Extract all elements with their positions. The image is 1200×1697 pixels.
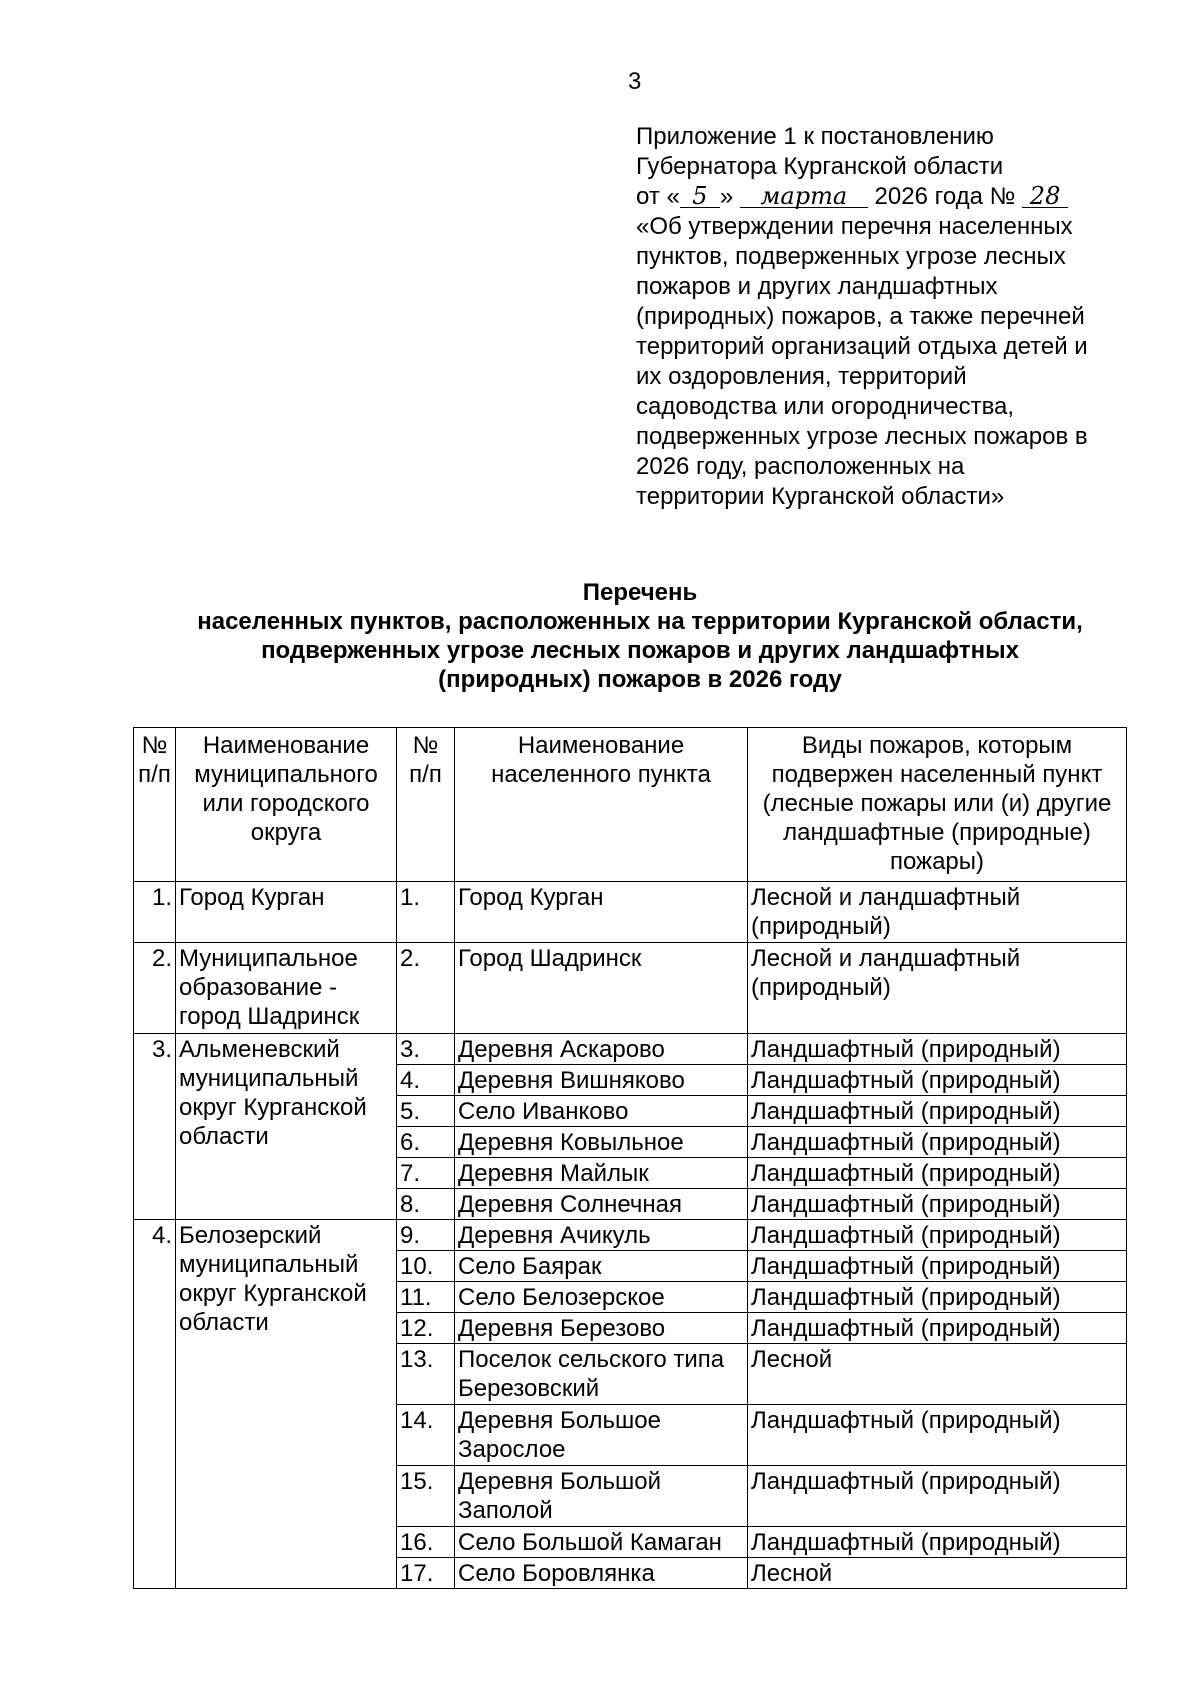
table-row — [134, 1034, 1127, 1065]
settlement-name: Деревня Ачикуль — [455, 1220, 748, 1251]
settlement-name: Деревня Большой Заполой — [455, 1466, 748, 1527]
appendix-line: Губернатора Курганской области — [636, 153, 1004, 180]
settlement-name: Село Боровлянка — [455, 1558, 748, 1589]
row-num: 7. — [397, 1158, 455, 1189]
fire-type: Лесной и ландшафтный (природный) — [748, 943, 1127, 1034]
settlement-name: Город Шадринск — [455, 943, 748, 1034]
settlement-name: Деревня Большое Зарослое — [455, 1405, 748, 1466]
appendix-line: пунктов, подверженных угрозе лесных — [636, 243, 1066, 270]
fire-type: Ландшафтный (природный) — [748, 1065, 1127, 1096]
title-line: подверженных угрозе лесных пожаров и других ландшафтных — [261, 637, 1019, 664]
row-num: 1. — [397, 882, 455, 943]
row-num: 17. — [397, 1558, 455, 1589]
settlement-name: Деревня Березово — [455, 1313, 748, 1344]
title-line: населенных пунктов, расположенных на территории Курганской области, — [197, 608, 1083, 635]
page-number: 3 — [628, 68, 642, 95]
appendix-line: их оздоровления, территорий — [636, 363, 967, 390]
fire-type: Ландшафтный (природный) — [748, 1127, 1127, 1158]
group-num: 3. — [134, 1034, 176, 1220]
row-num: 9. — [397, 1220, 455, 1251]
settlement-name: Поселок сельского типа Березовский — [455, 1344, 748, 1405]
document-title — [120, 578, 1160, 694]
fire-type: Ландшафтный (природный) — [748, 1158, 1127, 1189]
row-num: 15. — [397, 1466, 455, 1527]
title-line: (природных) пожаров в 2026 году — [438, 666, 842, 693]
fire-type: Лесной и ландшафтный (природный) — [748, 882, 1127, 943]
row-num: 16. — [397, 1527, 455, 1558]
group-num: 1. — [134, 882, 176, 943]
settlement-name: Деревня Ковыльное — [455, 1127, 748, 1158]
group-name: Муниципальное образование - город Шадринск — [176, 943, 397, 1034]
fire-type: Ландшафтный (природный) — [748, 1527, 1127, 1558]
settlement-name: Село Баярак — [455, 1251, 748, 1282]
header-num2: № п/п — [397, 728, 455, 882]
fire-type: Ландшафтный (природный) — [748, 1313, 1127, 1344]
group-num: 2. — [134, 943, 176, 1034]
settlement-name: Деревня Аскарово — [455, 1034, 748, 1065]
appendix-header — [636, 122, 1156, 512]
appendix-line: территорий организаций отдыха детей и — [636, 333, 1088, 360]
handwritten-day: 5 — [680, 185, 720, 208]
fire-type: Ландшафтный (природный) — [748, 1220, 1127, 1251]
handwritten-number: 28 — [1022, 185, 1068, 208]
fire-type: Ландшафтный (природный) — [748, 1251, 1127, 1282]
header-fire-type: Виды пожаров, которым подвержен населенный пункт (лесные пожары или (и) другие ландшафтные (природные) пожары) — [748, 728, 1127, 882]
date-year: 2026 года № — [874, 183, 1016, 210]
group-name: Белозерский муниципальный округ Курганской области — [176, 1220, 397, 1589]
fire-type: Ландшафтный (природный) — [748, 1405, 1127, 1466]
group-name: Альменевский муниципальный округ Курганской области — [176, 1034, 397, 1220]
row-num: 3. — [397, 1034, 455, 1065]
group-name: Город Курган — [176, 882, 397, 943]
row-num: 4. — [397, 1065, 455, 1096]
appendix-line: подверженных угрозе лесных пожаров в — [636, 423, 1088, 450]
fire-type: Ландшафтный (природный) — [748, 1034, 1127, 1065]
table-row — [134, 882, 1127, 943]
row-num: 2. — [397, 943, 455, 1034]
settlement-name: Город Курган — [455, 882, 748, 943]
settlement-name: Деревня Вишняково — [455, 1065, 748, 1096]
row-num: 11. — [397, 1282, 455, 1313]
row-num: 8. — [397, 1189, 455, 1220]
appendix-line: пожаров и других ландшафтных — [636, 273, 998, 300]
settlement-name: Село Белозерское — [455, 1282, 748, 1313]
settlement-name: Деревня Солнечная — [455, 1189, 748, 1220]
appendix-line: Приложение 1 к постановлению — [636, 123, 994, 150]
group-num: 4. — [134, 1220, 176, 1589]
header-municipality: Наименование муниципального или городского округа — [176, 728, 397, 882]
appendix-line: (природных) пожаров, а также перечней — [636, 303, 1085, 330]
date-prefix: от « — [636, 183, 680, 210]
row-num: 12. — [397, 1313, 455, 1344]
fire-type: Лесной — [748, 1344, 1127, 1405]
row-num: 10. — [397, 1251, 455, 1282]
appendix-line: 2026 году, расположенных на — [636, 453, 965, 480]
row-num: 5. — [397, 1096, 455, 1127]
row-num: 13. — [397, 1344, 455, 1405]
date-mid: » — [719, 183, 734, 210]
settlement-name: Село Иванково — [455, 1096, 748, 1127]
appendix-line: территории Курганской области» — [636, 483, 1005, 510]
fire-type: Ландшафтный (природный) — [748, 1282, 1127, 1313]
settlement-name: Село Большой Камаган — [455, 1527, 748, 1558]
table-header-row — [134, 728, 1127, 882]
fire-type: Ландшафтный (природный) — [748, 1189, 1127, 1220]
header-num1: № п/п — [134, 728, 176, 882]
settlements-table — [133, 727, 1127, 1589]
row-num: 14. — [397, 1405, 455, 1466]
appendix-line: «Об утверждении перечня населенных — [636, 213, 1073, 240]
appendix-line: садоводства или огородничества, — [636, 393, 1015, 420]
header-settlement: Наименование населенного пункта — [455, 728, 748, 882]
appendix-date-line — [636, 182, 1156, 212]
title-line: Перечень — [582, 579, 698, 606]
settlement-name: Деревня Майлык — [455, 1158, 748, 1189]
fire-type: Ландшафтный (природный) — [748, 1466, 1127, 1527]
row-num: 6. — [397, 1127, 455, 1158]
table-row — [134, 1220, 1127, 1251]
fire-type: Ландшафтный (природный) — [748, 1096, 1127, 1127]
table-row — [134, 943, 1127, 1034]
handwritten-month: марта — [740, 185, 868, 208]
fire-type: Лесной — [748, 1558, 1127, 1589]
